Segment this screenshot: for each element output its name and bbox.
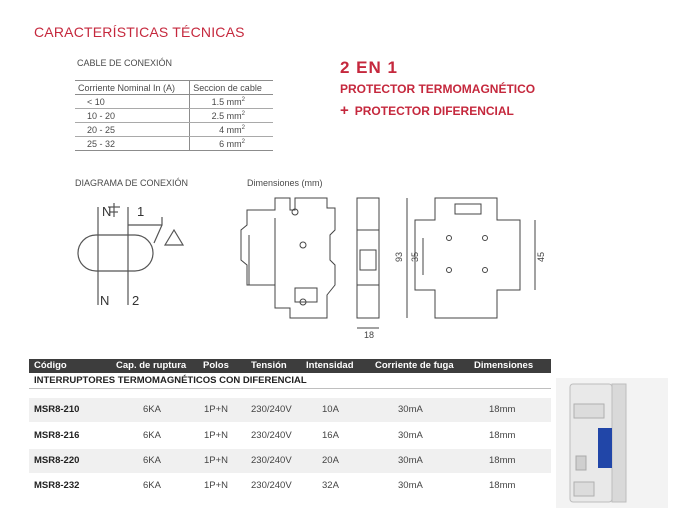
row-dimensions: 18mm (489, 430, 516, 441)
cable-section: 2.5 $mm^2$ (190, 109, 273, 123)
cable-current: 25 - 32 (75, 137, 190, 151)
row-voltage: 230/240V (251, 404, 292, 415)
row-leak: 30mA (398, 480, 423, 491)
row-leak: 30mA (398, 455, 423, 466)
divider (29, 388, 551, 389)
cable-section: 6 $mm^2$ (190, 137, 273, 151)
row-voltage: 230/240V (251, 430, 292, 441)
row-poles: 1P+N (204, 430, 229, 441)
row-capacity: 6KA (143, 480, 161, 491)
dimension-inner-height: 35 (410, 251, 421, 263)
dimension-width: 18 (364, 330, 375, 340)
row-dimensions: 18mm (489, 455, 516, 466)
row-current: 16A (322, 430, 339, 441)
promo-headline: 2 EN 1 (340, 58, 398, 77)
header-current: Intensidad (306, 360, 354, 371)
row-poles: 1P+N (204, 404, 229, 415)
row-code: MSR8-210 (34, 404, 80, 415)
row-voltage: 230/240V (251, 455, 292, 466)
header-voltage: Tensión (251, 360, 287, 371)
row-current: 32A (322, 480, 339, 491)
header-code: Código (34, 360, 67, 371)
table-row (29, 430, 551, 444)
cable-header-section: Seccion de cable (190, 81, 273, 95)
row-poles: 1P+N (204, 455, 229, 466)
row-capacity: 6KA (143, 404, 161, 415)
dimensions-drawing (235, 190, 565, 350)
promo-line-1: PROTECTOR TERMOMAGNÉTICO (340, 82, 536, 96)
row-capacity: 6KA (143, 430, 161, 441)
header-leak: Corriente de fuga (375, 360, 454, 371)
row-code: MSR8-232 (34, 480, 80, 491)
diagram-label-n-top: N (102, 204, 112, 219)
diagram-label-1: 1 (137, 204, 145, 219)
cable-row (75, 123, 273, 137)
dimension-total-height: 93 (394, 251, 405, 263)
header-poles: Polos (203, 360, 229, 371)
dimensions-title: Dimensiones (mm) (247, 178, 323, 188)
row-dimensions: 18mm (489, 404, 516, 415)
page-title: CARACTERÍSTICAS TÉCNICAS (34, 24, 245, 40)
diagram-label-2: 2 (132, 293, 140, 308)
header-dimensions: Dimensiones (474, 360, 534, 371)
table-row (29, 480, 551, 494)
cable-current: < 10 (75, 95, 190, 109)
row-poles: 1P+N (204, 480, 229, 491)
diagram-label-n-bottom: N (100, 293, 110, 308)
diagram-title: DIAGRAMA DE CONEXIÓN (75, 178, 189, 188)
product-photo (556, 378, 668, 508)
row-dimensions: 18mm (489, 480, 516, 491)
cable-table (75, 80, 273, 151)
breaker-device-icon (556, 378, 668, 508)
table-row (29, 455, 551, 469)
dimension-side-height: 45 (536, 251, 547, 263)
row-leak: 30mA (398, 430, 423, 441)
product-group-label: INTERRUPTORES TERMOMAGNÉTICOS CON DIFERENCIAL (34, 375, 307, 386)
row-voltage: 230/240V (251, 480, 292, 491)
cable-current: 10 - 20 (75, 109, 190, 123)
cable-row (75, 109, 273, 123)
plus-icon: + (340, 102, 349, 119)
row-code: MSR8-216 (34, 430, 80, 441)
cable-section: 1.5 $mm^2$ (190, 95, 273, 109)
cable-section: 4 $mm^2$ (190, 123, 273, 137)
row-current: 10A (322, 404, 339, 415)
row-code: MSR8-220 (34, 455, 80, 466)
cable-row (75, 137, 273, 151)
table-row (29, 404, 551, 418)
promo-line-2: + PROTECTOR DIFERENCIAL (340, 102, 514, 119)
product-table-header (29, 359, 551, 373)
cable-row (75, 95, 273, 109)
header-capacity: Cap. de ruptura (116, 360, 187, 371)
row-current: 20A (322, 455, 339, 466)
row-leak: 30mA (398, 404, 423, 415)
cable-current: 20 - 25 (75, 123, 190, 137)
cable-title: CABLE DE CONEXIÓN (77, 58, 173, 68)
row-capacity: 6KA (143, 455, 161, 466)
cable-header-current: Corriente Nominal In (A) (75, 81, 190, 95)
